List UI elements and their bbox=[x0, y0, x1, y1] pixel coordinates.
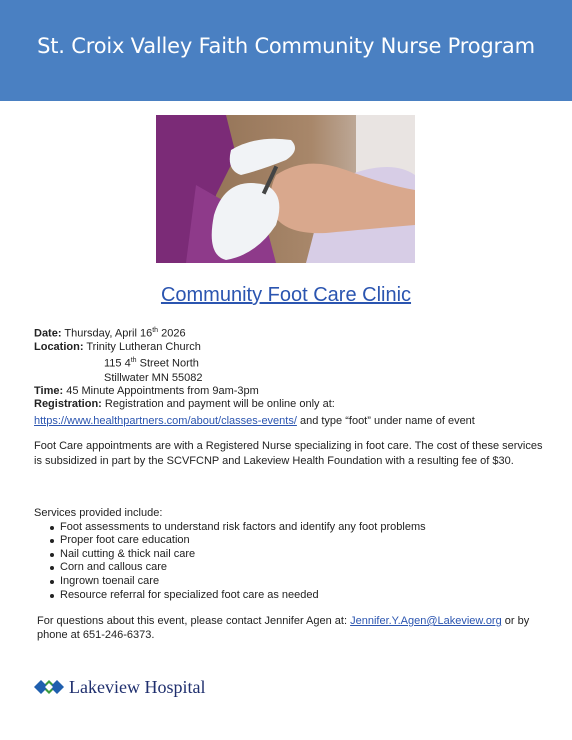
header-banner bbox=[0, 0, 572, 101]
location-label: Location: bbox=[34, 341, 84, 354]
contact-info bbox=[37, 614, 537, 642]
address-street-rest: Street North bbox=[136, 358, 199, 371]
date-suffix: th bbox=[152, 327, 159, 334]
list-item: Ingrown toenail care bbox=[34, 575, 426, 589]
lakeview-logo bbox=[34, 676, 205, 698]
time-line bbox=[34, 385, 335, 398]
date-line bbox=[34, 324, 335, 341]
date-year: 2026 bbox=[158, 327, 186, 340]
foot-care-photo bbox=[156, 115, 415, 263]
event-details bbox=[34, 324, 335, 412]
contact-text: For questions about this event, please contact Jennifer Agen at: bbox=[37, 615, 348, 627]
city-line: Stillwater MN 55082 bbox=[104, 371, 203, 384]
address-street: 115 4 bbox=[104, 358, 131, 371]
event-title[interactable]: Community Foot Care Clinic bbox=[160, 284, 412, 306]
registration-link-line bbox=[34, 415, 475, 427]
contact-phone: or by phone at 651-246-6373. bbox=[37, 615, 530, 642]
registration-label: Registration: bbox=[34, 398, 102, 411]
foot-care-illustration bbox=[156, 115, 415, 263]
time-value: 45 Minute Appointments from 9am-3pm bbox=[66, 384, 259, 397]
address-suffix: th bbox=[130, 357, 137, 365]
location-line bbox=[34, 341, 335, 354]
services-section bbox=[34, 507, 426, 602]
date-value: Thursday, April 16 bbox=[64, 327, 153, 340]
date-label: Date: bbox=[34, 327, 62, 340]
registration-link[interactable]: https://www.healthpartners.com/about/classes-events/ bbox=[34, 415, 297, 427]
address-line bbox=[34, 354, 335, 371]
logo-text: Lakeview Hospital bbox=[69, 676, 206, 697]
registration-instructions: and type “foot” under name of event bbox=[299, 415, 475, 427]
list-item: Corn and callous care bbox=[34, 561, 426, 575]
services-list bbox=[34, 521, 426, 603]
lakeview-diamond-icon bbox=[34, 676, 64, 698]
registration-line bbox=[34, 398, 335, 411]
list-item: Nail cutting & thick nail care bbox=[34, 548, 426, 562]
contact-email-link[interactable]: Jennifer.Y.Agen@Lakeview.org bbox=[350, 615, 502, 627]
list-item: Proper foot care education bbox=[34, 534, 426, 548]
services-heading: Services provided include: bbox=[34, 507, 163, 519]
list-item: Foot assessments to understand risk factors and identify any foot problems bbox=[34, 521, 426, 535]
registration-value: Registration and payment will be online only at: bbox=[104, 398, 335, 411]
location-name: Trinity Lutheran Church bbox=[86, 341, 201, 354]
time-label: Time: bbox=[34, 384, 64, 397]
description-paragraph: Foot Care appointments are with a Registered Nurse specializing in foot care. The cost of these services is subsidized in part by the SCVFCNP and Lakeview Health Foundation with a resulting fee of $30. bbox=[34, 440, 543, 467]
list-item: Resource referral for specialized foot care as needed bbox=[34, 589, 426, 603]
program-title: St. Croix Valley Faith Community Nurse Program bbox=[37, 33, 535, 58]
